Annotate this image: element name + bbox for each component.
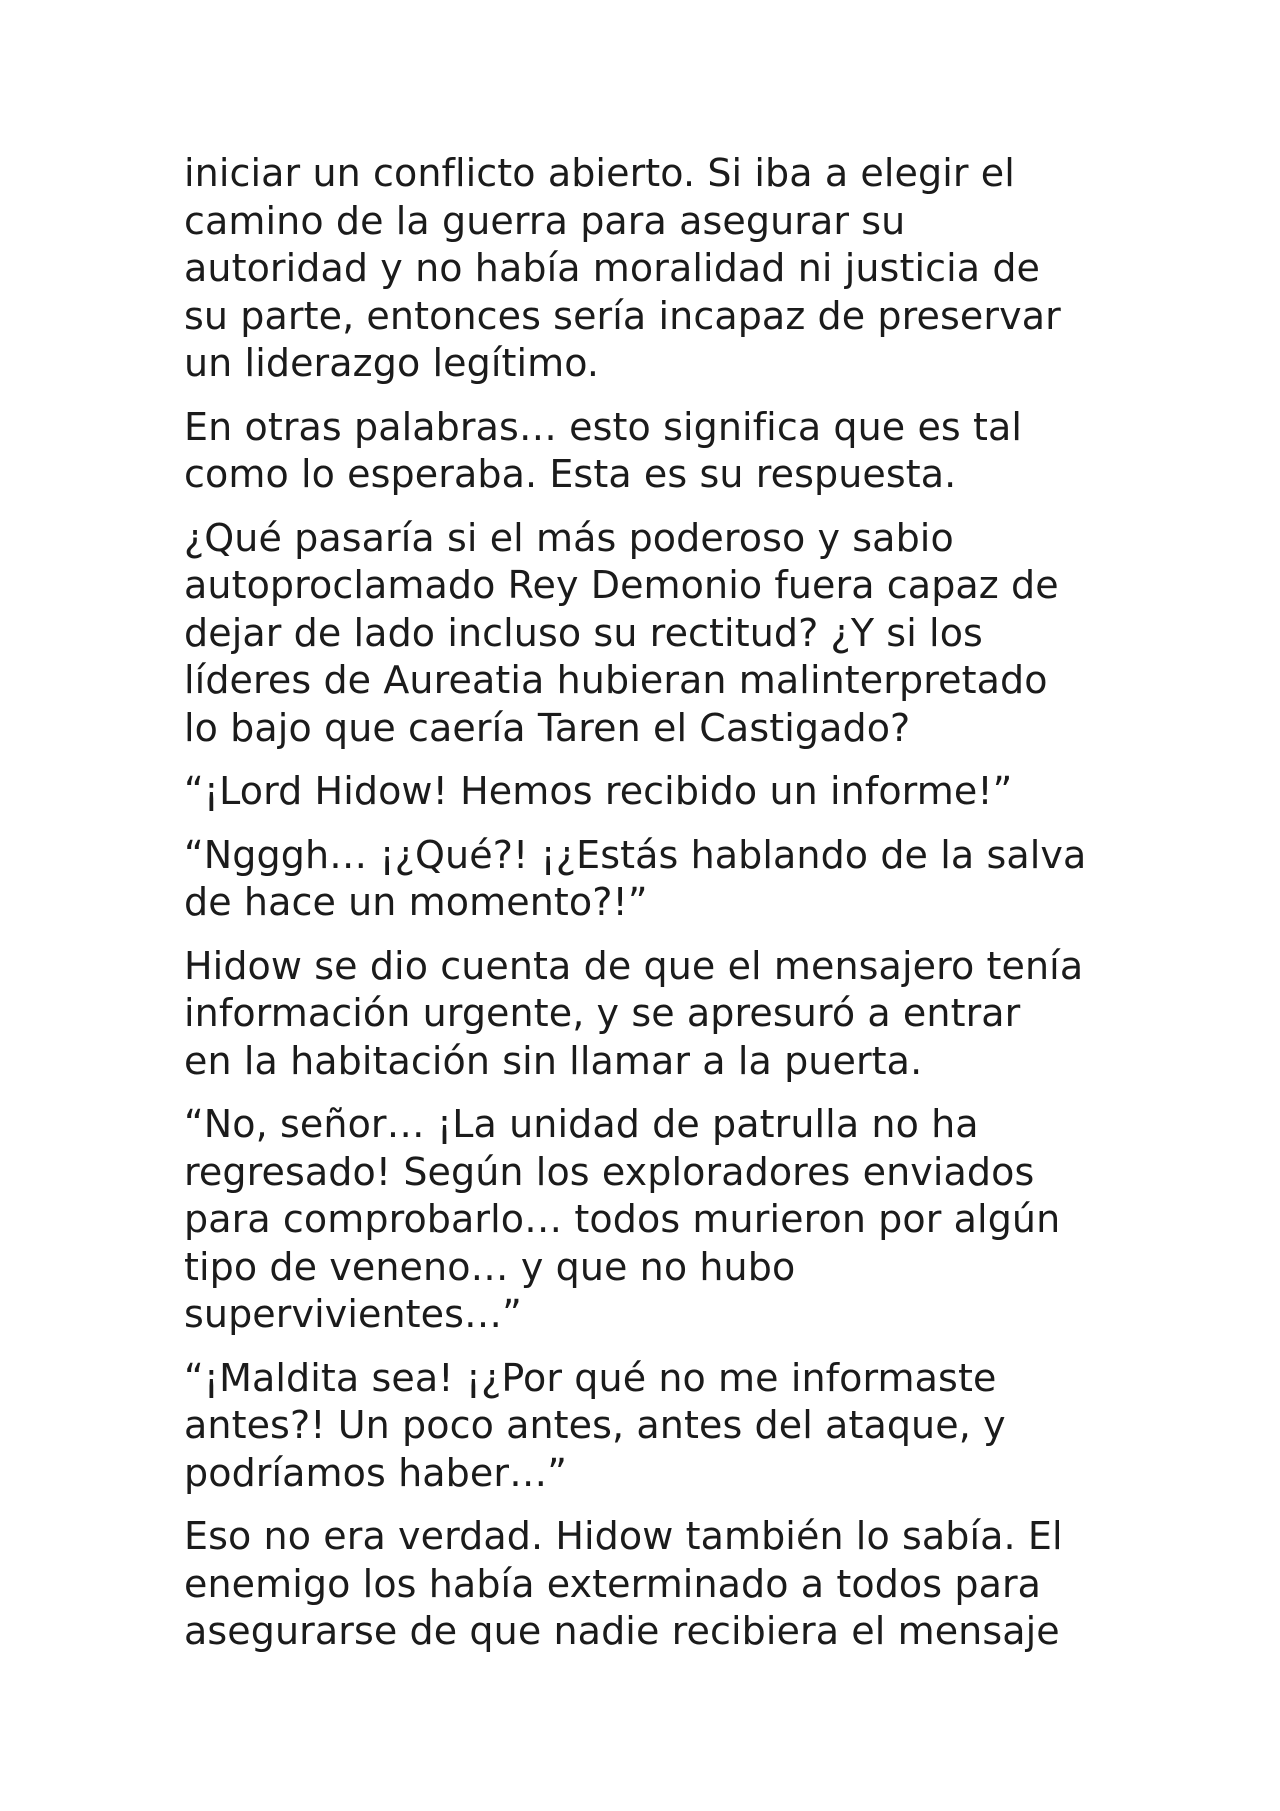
paragraph: ¿Qué pasaría si el más poderoso y sabio autoproclamado Rey Demonio fuera capaz de dejar de lado incluso su rectitud? ¿Y si los líderes de Aureatia hubieran malinterpretado lo bajo que caería Taren el Castigado? xyxy=(184,515,1059,750)
paragraph: Eso no era verdad. Hidow también lo sabía. El enemigo los había exterminado a todos para asegurarse de que nadie recibiera el mensaje xyxy=(184,1514,1063,1653)
paragraph: “¡Maldita sea! ¡¿Por qué no me informaste antes?! Un poco antes, antes del ataque, y podríamos haber…” xyxy=(184,1355,1006,1495)
paragraph: En otras palabras… esto significa que es tal como lo esperaba. Esta es su respuesta. xyxy=(184,404,1023,496)
paragraph: “No, señor… ¡La unidad de patrulla no ha regresado! Según los exploradores enviados para comprobarlo… todos murieron por algún tipo de veneno… y que no hubo supervivientes…” xyxy=(184,1102,1061,1336)
text-column xyxy=(184,150,1124,1672)
paragraph: “¡Lord Hidow! Hemos recibido un informe!” xyxy=(184,769,1013,813)
paragraph: “Ngggh… ¡¿Qué?! ¡¿Estás hablando de la salva de hace un momento?!” xyxy=(184,832,1087,924)
paragraph: Hidow se dio cuenta de que el mensajero tenía información urgente, y se apresuró a entrar en la habitación sin llamar a la puerta. xyxy=(184,943,1084,1083)
paragraph: iniciar un conflicto abierto. Si iba a elegir el camino de la guerra para asegurar su autoridad y no había moralidad ni justicia de su parte, entonces sería incapaz de preservar un liderazgo legítimo. xyxy=(184,151,1061,385)
